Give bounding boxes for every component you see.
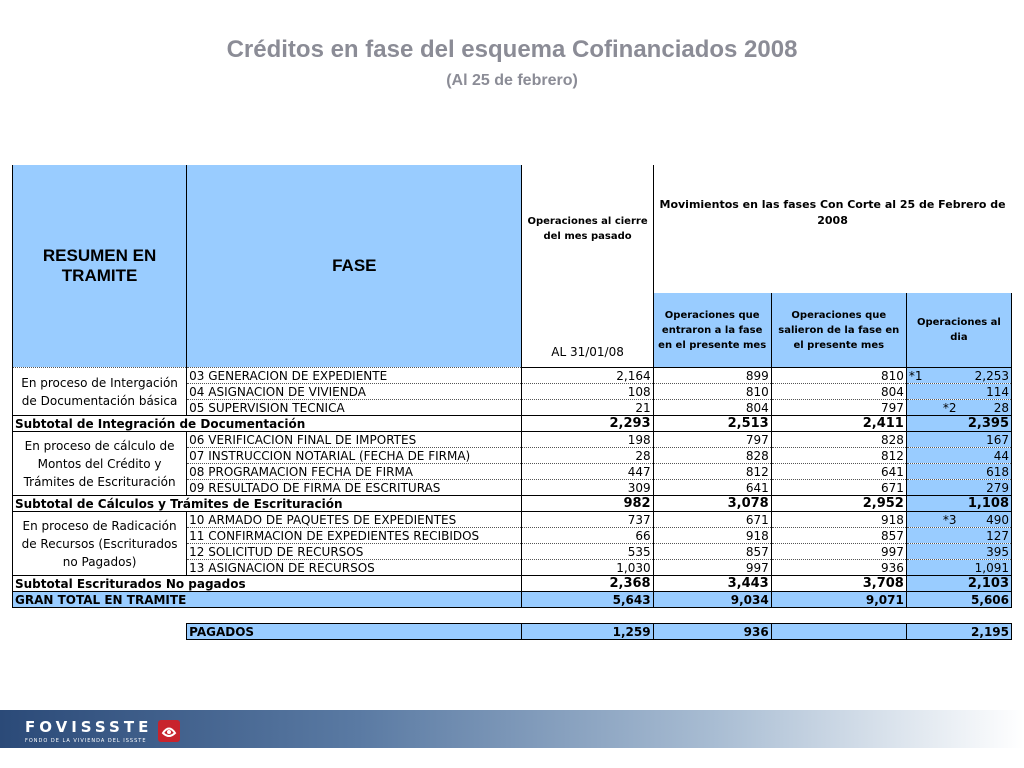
al-dia-cell: 1,091 [906,560,1011,576]
cierre-cell: 28 [522,448,653,464]
salieron-cell: 812 [771,448,906,464]
cierre-cell: 309 [522,480,653,496]
header-row-1 [13,165,1012,293]
fase-cell: 06 VERIFICACION FINAL DE IMPORTES [187,432,522,448]
category-cell: En proceso de Intergación de Documentación básica [13,368,187,416]
salieron-cell: 671 [771,480,906,496]
salieron-cell: 810 [771,368,906,384]
fase-cell: 08 PROGRAMACION FECHA DE FIRMA [187,464,522,480]
subtotal-al-dia: 2,103 [906,576,1011,592]
page-subtitle: (Al 25 de febrero) [446,72,578,89]
pagados-entraron: 936 [653,624,771,640]
note-marker: *3 [942,512,957,527]
page-title: Créditos en fase del esquema Cofinanciados 2008 [226,36,798,63]
pagados-label: PAGADOS [187,624,522,640]
cierre-cell: 108 [522,384,653,400]
pagados-cierre: 1,259 [522,624,653,640]
fase-cell: 03 GENERACION DE EXPEDIENTE [187,368,522,384]
entraron-cell: 671 [653,512,771,528]
note-marker: *1 [908,368,923,383]
table-row [13,432,1012,448]
subtotal-salieron: 2,952 [771,496,906,512]
footer-bar [0,710,1024,748]
al-dia-cell: 127 [906,528,1011,544]
subtotal-entraron: 3,078 [653,496,771,512]
subtotal-al-dia: 2,395 [906,416,1011,432]
header-fecha: AL 31/01/08 [522,293,653,368]
grand-total-label: GRAN TOTAL EN TRAMITE [13,592,522,608]
salieron-cell: 918 [771,512,906,528]
cierre-cell: 737 [522,512,653,528]
al-dia-value: 2,253 [974,368,1009,383]
header-cierre: Operaciones al cierre del mes pasado [522,165,653,293]
al-dia-cell: 395 [906,544,1011,560]
salieron-cell: 997 [771,544,906,560]
fase-cell: 11 CONFIRMACION DE EXPEDIENTES RECIBIDOS [187,528,522,544]
subtotal-salieron: 3,708 [771,576,906,592]
pagados-row [13,624,1012,640]
entraron-cell: 828 [653,448,771,464]
credits-table [12,165,1012,640]
subtotal-entraron: 2,513 [653,416,771,432]
cierre-cell: 447 [522,464,653,480]
subtotal-label: Subtotal Escriturados No pagados [13,576,522,592]
al-dia-cell [906,400,1011,416]
entraron-cell: 810 [653,384,771,400]
subtotal-row [13,416,1012,432]
entraron-cell: 997 [653,560,771,576]
fase-cell: 12 SOLICITUD DE RECURSOS [187,544,522,560]
fase-cell: 09 RESULTADO DE FIRMA DE ESCRITURAS [187,480,522,496]
entraron-cell: 812 [653,464,771,480]
salieron-cell: 804 [771,384,906,400]
note-marker: *2 [942,400,957,415]
subtotal-cierre: 982 [522,496,653,512]
grand-total-salieron: 9,071 [771,592,906,608]
category-cell: En proceso de Radicación de Recursos (Escriturados no Pagados) [13,512,187,576]
pagados-salieron [771,624,906,640]
cierre-cell: 66 [522,528,653,544]
fase-cell: 04 ASIGNACION DE VIVIENDA [187,384,522,400]
header-entraron: Operaciones que entraron a la fase en el presente mes [653,293,771,368]
header-al-dia: Operaciones al dia [906,293,1011,368]
brand-logo-text: FOVISSSTE [25,718,153,736]
grand-total-entraron: 9,034 [653,592,771,608]
header-resumen: RESUMEN EN TRAMITE [13,165,187,368]
subtotal-cierre: 2,368 [522,576,653,592]
cierre-cell: 2,164 [522,368,653,384]
cierre-cell: 535 [522,544,653,560]
al-dia-cell: 167 [906,432,1011,448]
brand-tagline: FONDO DE LA VIVIENDA DEL ISSSTE [25,738,147,744]
fase-cell: 13 ASIGNACION DE RECURSOS [187,560,522,576]
subtotal-row [13,576,1012,592]
grand-total-cierre: 5,643 [522,592,653,608]
salieron-cell: 828 [771,432,906,448]
salieron-cell: 797 [771,400,906,416]
table-row [13,368,1012,384]
al-dia-cell: 44 [906,448,1011,464]
entraron-cell: 804 [653,400,771,416]
al-dia-cell: 279 [906,480,1011,496]
al-dia-cell [906,368,1011,384]
entraron-cell: 857 [653,544,771,560]
cierre-cell: 1,030 [522,560,653,576]
subtotal-salieron: 2,411 [771,416,906,432]
entraron-cell: 641 [653,480,771,496]
subtotal-cierre: 2,293 [522,416,653,432]
salieron-cell: 857 [771,528,906,544]
grand-total-row [13,592,1012,608]
subtotal-al-dia: 1,108 [906,496,1011,512]
table-row [13,512,1012,528]
subtotal-entraron: 3,443 [653,576,771,592]
al-dia-cell: 618 [906,464,1011,480]
subtotal-row [13,496,1012,512]
fase-cell: 10 ARMADO DE PAQUETES DE EXPEDIENTES [187,512,522,528]
al-dia-value: 490 [986,512,1009,527]
header-movimientos: Movimientos en las fases Con Corte al 25 de Febrero de 2008 [659,198,1006,227]
subtotal-label: Subtotal de Cálculos y Trámites de Escrituración [13,496,522,512]
al-dia-cell: 114 [906,384,1011,400]
spacer-row [13,608,1012,624]
category-cell: En proceso de cálculo de Montos del Crédito y Trámites de Escrituración [13,432,187,496]
al-dia-cell [906,512,1011,528]
fovissste-logo-icon [158,720,180,742]
entraron-cell: 918 [653,528,771,544]
cierre-cell: 21 [522,400,653,416]
al-dia-value: 28 [993,400,1009,415]
salieron-cell: 641 [771,464,906,480]
fase-cell: 05 SUPERVISION TECNICA [187,400,522,416]
subtotal-label: Subtotal de Integración de Documentación [13,416,522,432]
header-salieron: Operaciones que salieron de la fase en el presente mes [771,293,906,368]
salieron-cell: 936 [771,560,906,576]
grand-total-al-dia: 5,606 [906,592,1011,608]
entraron-cell: 797 [653,432,771,448]
header-fase: FASE [187,165,522,368]
pagados-al-dia: 2,195 [906,624,1011,640]
cierre-cell: 198 [522,432,653,448]
fase-cell: 07 INSTRUCCION NOTARIAL (FECHA DE FIRMA) [187,448,522,464]
entraron-cell: 899 [653,368,771,384]
